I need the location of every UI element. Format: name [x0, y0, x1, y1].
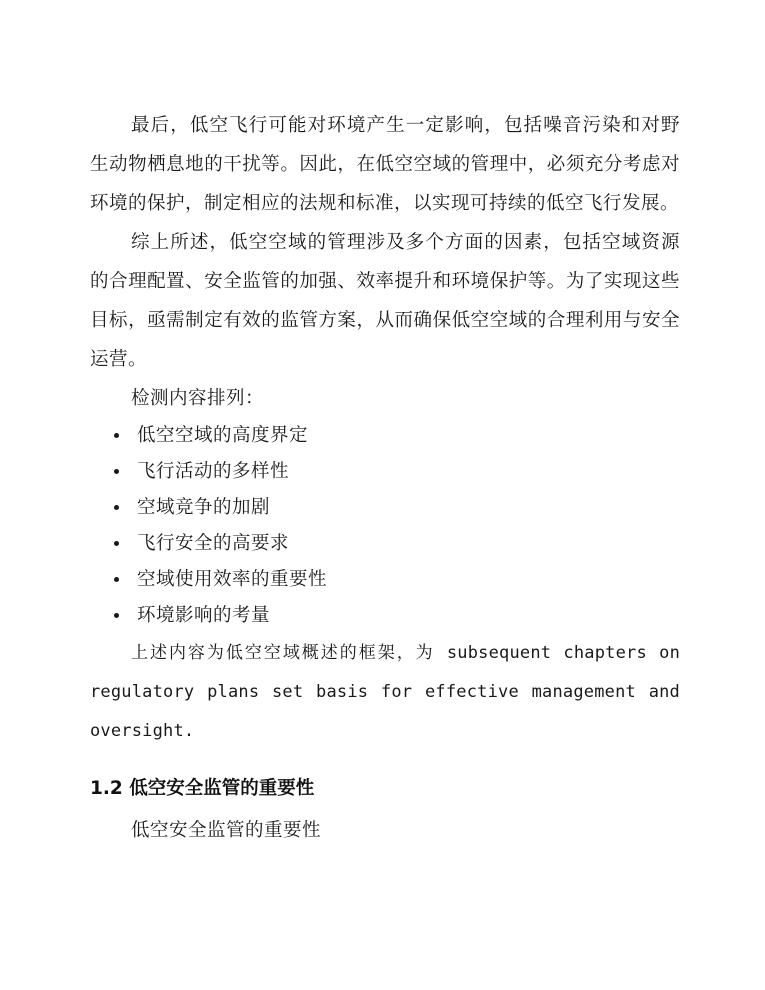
paragraph-environment: 最后，低空飞行可能对环境产生一定影响，包括噪音污染和对野生动物栖息地的干扰等。因此，在低空空域的管理中，必须充分考虑对环境的保护，制定相应的法规和标准，以实现可持续的低空飞行发展。: [90, 115, 680, 214]
list-item: [90, 454, 680, 490]
bullet-icon: [114, 505, 119, 510]
paragraph-summary: 综上所述，低空空域的管理涉及多个方面的因素，包括空域资源的合理配置、安全监管的加强、效率提升和环境保护等。为了实现这些目标，亟需制定有效的监管方案，从而确保低空空域的合理利用与安全运营。: [90, 232, 680, 370]
document-page: [90, 106, 680, 853]
list-item: [90, 598, 680, 634]
bullet-list: [90, 418, 680, 634]
list-item: [90, 490, 680, 526]
list-item-text: 低空空域的高度界定: [137, 425, 309, 446]
list-item: [90, 526, 680, 562]
bullet-icon: [114, 613, 119, 618]
list-item-text: 空域使用效率的重要性: [137, 569, 328, 590]
list-item: [90, 562, 680, 598]
bullet-icon: [114, 541, 119, 546]
section-subtitle: 低空安全监管的重要性: [131, 820, 322, 841]
bullet-icon: [114, 577, 119, 582]
list-item-text: 空域竞争的加剧: [137, 497, 271, 518]
list-item-text: 飞行安全的高要求: [137, 533, 290, 554]
section-heading: 1.2 低空安全监管的重要性: [90, 778, 315, 799]
bullet-icon: [114, 469, 119, 474]
list-item: [90, 418, 680, 454]
list-item-text: 飞行活动的多样性: [137, 461, 290, 482]
list-item-text: 环境影响的考量: [137, 605, 271, 626]
paragraph-framework: 上述内容为低空空域概述的框架，为 subsequent chapters on regulatory plans set basis for effective management and oversight.: [90, 643, 680, 741]
bullet-icon: [114, 433, 119, 438]
paragraph-detection-intro: 检测内容排列：: [131, 388, 265, 409]
